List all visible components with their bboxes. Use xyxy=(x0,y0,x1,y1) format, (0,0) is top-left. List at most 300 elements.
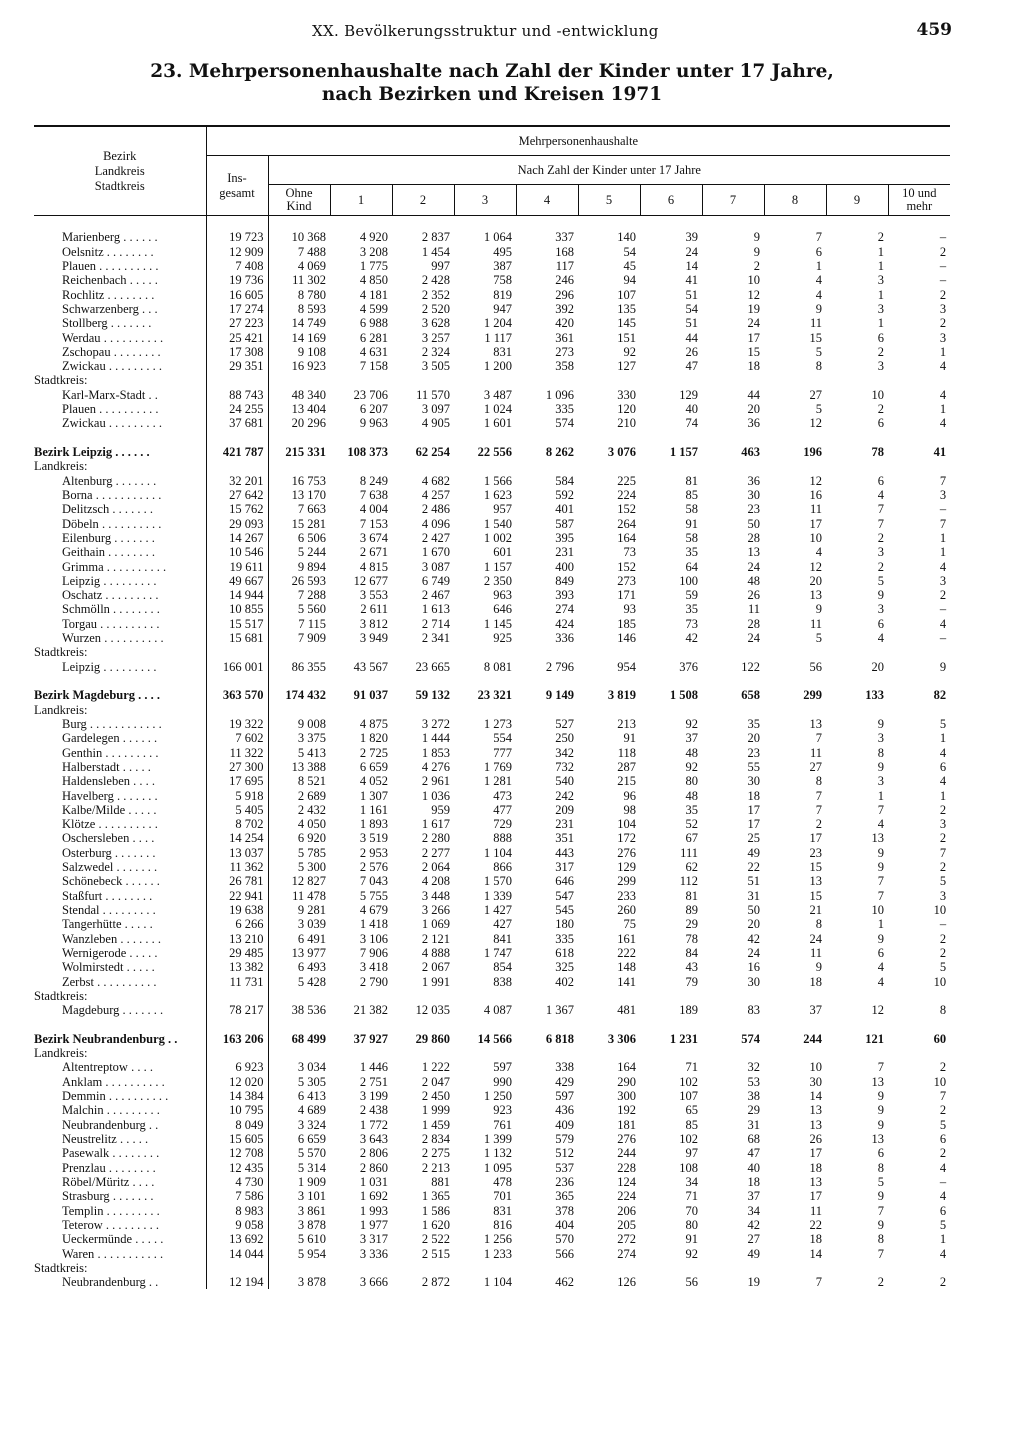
table-cell: 3 336 xyxy=(359,1246,388,1261)
row-label xyxy=(34,960,206,974)
row-name: Landkreis: xyxy=(34,1046,88,1061)
table-cell: 20 xyxy=(871,659,884,674)
table-cell: 70 xyxy=(685,1203,698,1218)
table-cell: 58 xyxy=(685,502,698,517)
table-cell: 12 708 xyxy=(206,1146,268,1160)
table-cell: 4 875 xyxy=(359,716,388,731)
table-cell: 3 553 xyxy=(359,588,388,603)
table-cell: 20 xyxy=(747,402,760,417)
table-cell: 3 xyxy=(877,602,884,617)
table-cell: 91 xyxy=(685,1232,698,1247)
table-cell: 11 362 xyxy=(206,860,268,874)
table-cell: 592 xyxy=(555,487,574,502)
dot-leader: . . . . . . . . xyxy=(104,287,155,302)
table-cell: 112 xyxy=(679,874,698,889)
table-cell: 140 xyxy=(617,230,636,245)
table-cell: 7 xyxy=(939,845,947,860)
table-cell: 13 382 xyxy=(206,960,268,974)
table-cell: 1 820 xyxy=(359,731,388,746)
table-cell: 5 xyxy=(939,716,947,731)
table-cell: 376 xyxy=(679,659,698,674)
table-cell: 7 xyxy=(939,1089,947,1104)
table-cell: 841 xyxy=(493,931,512,946)
row-name: Leipzig xyxy=(62,573,101,588)
table-cell: 62 254 xyxy=(415,445,450,459)
table-row xyxy=(34,946,950,960)
table-cell: 4 087 xyxy=(483,1003,512,1018)
table-cell: 429 xyxy=(555,1074,574,1089)
table-cell: 185 xyxy=(617,616,636,631)
table-cell: 6 493 xyxy=(268,960,330,974)
table-cell: 3 106 xyxy=(359,931,388,946)
table-cell: 1 036 xyxy=(421,788,450,803)
table-cell: 6 923 xyxy=(206,1060,268,1074)
table-cell: 1 427 xyxy=(483,903,512,917)
row-name: Neubrandenburg xyxy=(62,1117,146,1132)
table-cell xyxy=(268,459,330,473)
table-cell xyxy=(826,703,888,717)
table-cell xyxy=(640,703,702,717)
table-cell: 15 xyxy=(747,344,760,359)
table-cell: 7 638 xyxy=(359,487,388,502)
table-cell: 1 024 xyxy=(483,402,512,417)
row-name: Schwarzenberg xyxy=(62,301,139,316)
table-cell: 3 257 xyxy=(421,330,450,345)
table-cell: 11 xyxy=(809,616,822,631)
row-name: Genthin xyxy=(62,745,103,760)
table-cell: 7 043 xyxy=(359,874,388,889)
table-cell: 14 566 xyxy=(477,1031,512,1046)
row-name: Salzwedel xyxy=(62,860,114,875)
table-cell: 947 xyxy=(493,301,512,316)
table-cell: 30 xyxy=(809,1074,822,1089)
table-cell: 2 671 xyxy=(359,545,388,560)
table-cell: 646 xyxy=(555,874,574,889)
table-cell: 23 706 xyxy=(353,387,388,402)
table-cell: 5 xyxy=(939,1217,947,1232)
table-row xyxy=(34,889,950,903)
table-cell: 172 xyxy=(617,831,636,846)
bezirk-row xyxy=(34,1032,950,1046)
table-cell: 250 xyxy=(555,731,574,746)
col-10-und-mehr xyxy=(888,185,950,216)
table-cell: 231 xyxy=(555,817,574,832)
table-cell: 2 xyxy=(877,530,884,545)
table-cell: 210 xyxy=(617,416,636,431)
table-cell: 1 459 xyxy=(421,1117,450,1132)
table-cell: 335 xyxy=(555,402,574,417)
table-cell: 12 194 xyxy=(206,1275,268,1289)
table-cell xyxy=(268,645,330,659)
table-cell: 35 xyxy=(685,602,698,617)
table-cell xyxy=(640,373,702,387)
table-cell: 3 208 xyxy=(359,244,388,259)
table-row xyxy=(34,1189,950,1203)
table-cell: 2 xyxy=(939,1060,947,1075)
table-cell: 6 920 xyxy=(268,831,330,845)
table-cell: 37 xyxy=(809,1003,822,1018)
table-cell: 35 xyxy=(747,716,760,731)
table-cell: 337 xyxy=(555,230,574,245)
row-name: Templin xyxy=(62,1203,104,1218)
table-cell: 1 157 xyxy=(669,445,698,459)
table-cell: 424 xyxy=(555,616,574,631)
table-cell xyxy=(764,1261,826,1275)
table-cell: 213 xyxy=(617,716,636,731)
table-cell: 91 xyxy=(623,731,636,746)
table-cell: 1 508 xyxy=(669,688,698,703)
table-cell: 2 427 xyxy=(421,530,450,545)
table-cell: 13 977 xyxy=(268,946,330,960)
table-cell: 145 xyxy=(617,316,636,331)
row-name: Döbeln xyxy=(62,516,99,531)
col-3: 3 xyxy=(454,185,516,216)
table-cell: 13 037 xyxy=(206,846,268,860)
table-cell: 19 322 xyxy=(206,717,268,731)
table-cell: 10 xyxy=(933,974,947,989)
table-cell: 957 xyxy=(493,502,512,517)
row-label xyxy=(34,817,206,831)
table-cell: 527 xyxy=(555,716,574,731)
table-cell: 3 xyxy=(939,888,947,903)
table-cell: 300 xyxy=(617,1089,636,1104)
table-cell: 83 xyxy=(747,1003,760,1018)
table-row xyxy=(34,803,950,817)
table-cell: 22 556 xyxy=(477,445,512,459)
table-cell xyxy=(764,459,826,473)
table-cell: 881 xyxy=(431,1174,450,1189)
row-name: Stadtkreis: xyxy=(34,1260,88,1275)
table-cell: 7 xyxy=(815,802,822,817)
table-cell: 12 677 xyxy=(353,573,388,588)
table-cell: 3 xyxy=(877,774,884,789)
dot-leader: . . . . xyxy=(127,1060,153,1075)
dot-leader: . . . . xyxy=(129,831,155,846)
row-label xyxy=(34,388,206,402)
table-cell: 3 xyxy=(877,301,884,316)
table-cell: 273 xyxy=(555,344,574,359)
dot-leader: . . . . . xyxy=(116,1132,149,1146)
table-cell: 10 xyxy=(871,387,884,402)
row-name: Magdeburg xyxy=(62,1003,120,1018)
table-cell: 86 355 xyxy=(268,660,330,674)
table-cell: 36 xyxy=(747,416,760,431)
table-row xyxy=(34,960,950,974)
dot-leader: . . . . . xyxy=(126,945,158,960)
table-cell: 4 257 xyxy=(421,487,450,502)
table-cell: 148 xyxy=(617,960,636,975)
table-cell: 395 xyxy=(555,530,574,545)
table-cell: 13 210 xyxy=(206,932,268,946)
table-cell: 402 xyxy=(555,974,574,989)
table-cell: 20 xyxy=(809,573,822,588)
row-label xyxy=(34,545,206,559)
table-cell xyxy=(268,1046,330,1060)
row-name: Werdau xyxy=(62,330,101,345)
table-cell: 351 xyxy=(555,831,574,846)
table-cell: 17 xyxy=(809,831,822,846)
table-cell: 152 xyxy=(617,559,636,574)
table-cell: 30 xyxy=(747,774,760,789)
table-cell: 15 605 xyxy=(206,1132,268,1146)
row-label xyxy=(34,889,206,903)
table-cell xyxy=(578,703,640,717)
table-row xyxy=(34,1218,950,1232)
table-cell: 2 xyxy=(753,258,760,273)
table-cell: 41 xyxy=(685,273,698,288)
row-label xyxy=(34,345,206,359)
table-cell: 9 xyxy=(877,931,884,946)
table-cell: 25 421 xyxy=(206,331,268,345)
table-row xyxy=(34,760,950,774)
table-row xyxy=(34,245,950,259)
row-label xyxy=(34,746,206,760)
table-cell: 1 772 xyxy=(359,1117,388,1132)
row-name: Neubrandenburg xyxy=(62,1275,146,1290)
table-cell: 888 xyxy=(493,831,512,846)
row-name: Rochlitz xyxy=(62,287,105,302)
table-cell: 107 xyxy=(679,1089,698,1104)
table-cell: 68 xyxy=(747,1132,760,1146)
row-name: Zwickau xyxy=(62,359,106,374)
table-cell: 849 xyxy=(555,573,574,588)
table-cell: 2 467 xyxy=(421,588,450,603)
table-cell: 3 519 xyxy=(359,831,388,846)
table-cell: 18 xyxy=(809,1160,822,1175)
table-cell: 24 255 xyxy=(206,402,268,416)
table-row xyxy=(34,316,950,330)
table-cell: 1 117 xyxy=(484,330,512,345)
table-cell: 1 xyxy=(939,344,947,359)
table-cell: 9 963 xyxy=(359,416,388,431)
col-2: 2 xyxy=(392,185,454,216)
table-cell: 338 xyxy=(555,1060,574,1075)
table-cell: 181 xyxy=(617,1117,636,1132)
row-name: Stadtkreis: xyxy=(34,645,88,660)
row-label xyxy=(34,474,206,488)
table-cell: 3 819 xyxy=(607,688,636,703)
table-cell: 236 xyxy=(555,1174,574,1189)
table-cell: 8 xyxy=(815,774,822,789)
table-cell: 18 xyxy=(809,1232,822,1247)
table-cell: 9 xyxy=(753,244,760,259)
table-cell: 336 xyxy=(555,631,574,646)
row-label xyxy=(34,273,206,287)
table-cell: 325 xyxy=(555,960,574,975)
table-cell: 73 xyxy=(685,616,698,631)
table-cell: 1 617 xyxy=(421,817,450,832)
table-cell: 2 280 xyxy=(421,831,450,846)
table-row xyxy=(34,488,950,502)
table-cell: 2 xyxy=(939,945,947,960)
table-cell: 8 521 xyxy=(268,774,330,788)
table-cell: 2 450 xyxy=(421,1089,450,1104)
row-label xyxy=(34,1189,206,1203)
table-row xyxy=(34,631,950,645)
table-cell: 129 xyxy=(679,387,698,402)
table-cell: 78 xyxy=(685,931,698,946)
table-cell: 10 795 xyxy=(206,1103,268,1117)
row-label xyxy=(34,1175,206,1189)
table-cell: 12 827 xyxy=(268,874,330,888)
table-cell: 126 xyxy=(617,1275,636,1290)
table-cell: 15 681 xyxy=(206,631,268,645)
table-cell: 209 xyxy=(555,802,574,817)
table-cell: 1 692 xyxy=(359,1189,388,1204)
table-cell: 3 812 xyxy=(359,616,388,631)
table-cell: 111 xyxy=(680,845,698,860)
table-cell xyxy=(516,645,578,659)
col-ohne-line1: Ohne xyxy=(285,186,313,200)
table-cell: 29 xyxy=(747,1103,760,1118)
table-cell: 7 xyxy=(815,731,822,746)
row-name: Oschersleben xyxy=(62,831,130,846)
table-cell: 9 xyxy=(877,1103,884,1118)
table-head xyxy=(34,126,950,216)
table-cell: 3 674 xyxy=(359,530,388,545)
table-row xyxy=(34,1118,950,1132)
table-cell: 171 xyxy=(617,588,636,603)
table-cell: – xyxy=(939,602,947,617)
table-cell: 94 xyxy=(623,273,636,288)
table-cell: 244 xyxy=(803,1031,822,1046)
table-row xyxy=(34,1275,950,1289)
table-cell: 6 xyxy=(815,244,822,259)
table-cell: 1 613 xyxy=(421,602,450,617)
table-cell: 27 xyxy=(747,1232,760,1247)
row-label xyxy=(34,1089,206,1103)
table-cell: 477 xyxy=(493,802,512,817)
table-cell: 7 xyxy=(877,802,884,817)
row-label xyxy=(34,860,206,874)
table-cell xyxy=(888,1046,950,1060)
table-cell: 365 xyxy=(555,1189,574,1204)
table-cell xyxy=(516,989,578,1003)
table-cell: 1 xyxy=(939,788,947,803)
table-cell: 14 254 xyxy=(206,831,268,845)
table-cell: 1 145 xyxy=(483,616,512,631)
table-cell: 1 104 xyxy=(483,845,512,860)
table-cell: 35 xyxy=(685,802,698,817)
table-cell xyxy=(516,373,578,387)
table-cell: 264 xyxy=(617,516,636,531)
table-row xyxy=(34,588,950,602)
table-cell: 4 850 xyxy=(359,273,388,288)
table-cell: 91 037 xyxy=(353,688,388,703)
dot-leader: . . . . . . . . xyxy=(109,602,160,617)
table-cell: 17 xyxy=(809,516,822,531)
dot-leader: . . . . . . . . xyxy=(109,1146,160,1161)
table-cell: 4 679 xyxy=(359,903,388,917)
table-cell: 3 505 xyxy=(421,359,450,374)
table-cell: 242 xyxy=(555,788,574,803)
table-cell: 10 368 xyxy=(268,230,330,244)
table-cell: – xyxy=(939,502,947,517)
group-header: Mehrpersonenhaushalte xyxy=(206,126,950,156)
table-row xyxy=(34,1161,950,1175)
table-cell xyxy=(702,1046,764,1060)
table-cell: 1 991 xyxy=(421,974,450,989)
table-cell: 18 xyxy=(809,974,822,989)
table-cell: 5 xyxy=(815,402,822,417)
table-cell: 42 xyxy=(747,1217,760,1232)
table-cell xyxy=(764,703,826,717)
table-cell: 7 xyxy=(815,1275,822,1290)
table-cell: 166 001 xyxy=(206,660,268,674)
table-cell: 342 xyxy=(555,745,574,760)
dot-leader: . . . . . . . . . xyxy=(102,745,159,760)
dot-leader: . . . . . . . . xyxy=(103,244,154,259)
table-cell: 10 546 xyxy=(206,545,268,559)
table-cell: 13 xyxy=(747,545,760,560)
table-cell: 7 906 xyxy=(359,945,388,960)
table-cell: 30 xyxy=(747,974,760,989)
table-cell: 146 xyxy=(617,631,636,646)
table-cell xyxy=(206,645,268,659)
table-cell: 1 xyxy=(877,287,884,302)
table-cell: 68 499 xyxy=(268,1032,330,1046)
table-cell: – xyxy=(939,273,947,288)
table-row xyxy=(34,975,950,989)
table-cell: 14 169 xyxy=(268,331,330,345)
table-cell: 84 xyxy=(685,945,698,960)
table-cell: 1 769 xyxy=(483,759,512,774)
table-cell: 120 xyxy=(617,402,636,417)
col-9: 9 xyxy=(826,185,888,216)
dot-leader: . . . . . . xyxy=(122,874,160,889)
table-cell: 5 300 xyxy=(268,860,330,874)
table-cell: 31 xyxy=(747,888,760,903)
table-cell: 10 xyxy=(747,273,760,288)
table-cell: 224 xyxy=(617,487,636,502)
table-cell: 58 xyxy=(685,530,698,545)
table-cell: 9 xyxy=(815,602,822,617)
table-cell: 9 xyxy=(877,1217,884,1232)
table-cell xyxy=(578,1046,640,1060)
row-label xyxy=(34,288,206,302)
table-cell: 1 064 xyxy=(483,230,512,245)
table-cell: 222 xyxy=(617,945,636,960)
table-cell: 3 448 xyxy=(421,888,450,903)
table-cell: 3 xyxy=(877,273,884,288)
row-name: Altentreptow xyxy=(62,1060,128,1075)
table-cell: 59 xyxy=(685,588,698,603)
table-row xyxy=(34,560,950,574)
row-label xyxy=(34,1275,206,1289)
table-cell: 1 977 xyxy=(359,1217,388,1232)
table-cell xyxy=(330,459,392,473)
table-cell: 923 xyxy=(493,1103,512,1118)
table-cell: 378 xyxy=(555,1203,574,1218)
table-cell: 3 076 xyxy=(607,445,636,459)
table-cell: 16 605 xyxy=(206,288,268,302)
table-cell: 7 xyxy=(877,888,884,903)
table-cell: 1 446 xyxy=(359,1060,388,1075)
table-cell: 1 xyxy=(939,731,947,746)
table-cell: 9 108 xyxy=(268,345,330,359)
table-cell: 1 623 xyxy=(483,487,512,502)
table-cell: 5 570 xyxy=(268,1146,330,1160)
table-cell: 11 478 xyxy=(268,889,330,903)
table-title-line2: nach Bezirken und Kreisen 1971 xyxy=(321,84,663,105)
table-cell: 481 xyxy=(617,1003,636,1018)
table-cell: 317 xyxy=(555,860,574,875)
dot-leader: . . . . . . . xyxy=(111,530,155,545)
table-cell: 3 628 xyxy=(421,316,450,331)
table-cell: 1 339 xyxy=(483,888,512,903)
table-cell: 14 384 xyxy=(206,1089,268,1103)
row-label xyxy=(34,617,206,631)
